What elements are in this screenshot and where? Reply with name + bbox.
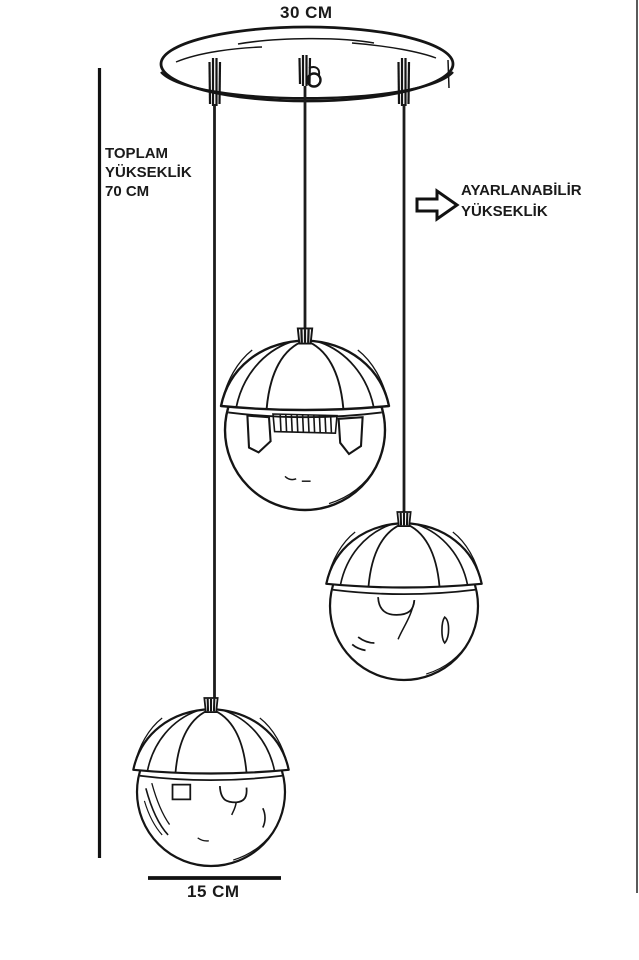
adjustable-height-arrow-icon <box>417 191 457 219</box>
adjustable-height-label-line2: YÜKSEKLİK <box>461 203 548 220</box>
adjustable-height-label-line1: AYARLANABİLİR <box>461 182 582 199</box>
globe-diameter-label: 15 CM <box>187 882 240 901</box>
total-height-label-line1: TOPLAM <box>105 145 169 162</box>
total-height-label-line3: 70 CM <box>105 183 150 200</box>
total-height-label <box>105 144 192 201</box>
globe-right <box>326 512 481 680</box>
adjustable-height-label <box>461 180 582 222</box>
canopy-diameter-label: 30 CM <box>280 3 333 22</box>
total-height-label-line2: YÜKSEKLİK <box>105 164 192 181</box>
globe-middle <box>221 328 389 510</box>
globe-left <box>133 698 288 866</box>
